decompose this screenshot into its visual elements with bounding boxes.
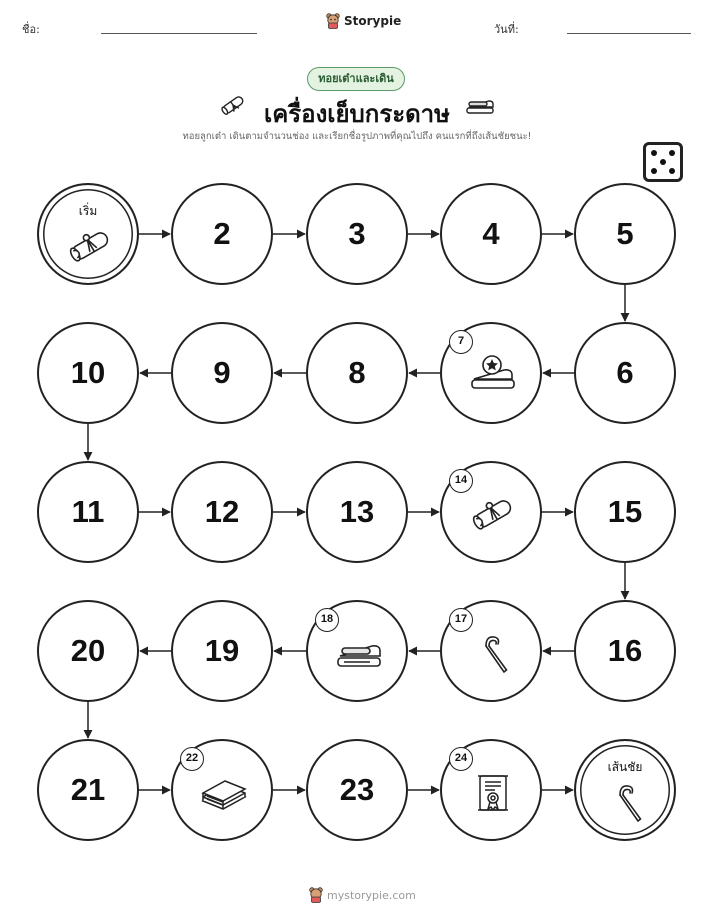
- cell-number: 2: [213, 216, 231, 251]
- board-cell-15[interactable]: [574, 461, 676, 563]
- cell-number: 3: [348, 216, 366, 251]
- hook-staple-remover-icon: [468, 632, 518, 682]
- board-cell-12[interactable]: [171, 461, 273, 563]
- cell-number: 6: [616, 355, 634, 390]
- cell-number: 19: [204, 633, 240, 668]
- cell-number: 16: [607, 633, 643, 668]
- cell-number-badge: 24: [449, 747, 473, 771]
- cell-number: 10: [70, 355, 106, 390]
- board-cell-17[interactable]: [440, 600, 542, 702]
- instructions-text: ทอยลูกเต๋า เดินตามจำนวนช่อง และเรียกชื่อรูปภาพที่คุณไปถึง คนแรกที่ถึงเส้นชัยชนะ!: [182, 131, 532, 142]
- cell-number-badge: 18: [315, 608, 339, 632]
- board-cell-3[interactable]: [306, 183, 408, 285]
- board-cell-4[interactable]: [440, 183, 542, 285]
- finish-label: เส้นชัย: [607, 760, 643, 774]
- board-cell-20[interactable]: [37, 600, 139, 702]
- board-cell-21[interactable]: [37, 739, 139, 841]
- bear-mascot-icon: [309, 887, 323, 903]
- cell-number: 13: [339, 494, 375, 529]
- board-cell-8[interactable]: [306, 322, 408, 424]
- certificate-icon: [468, 771, 518, 821]
- cell-number: 8: [348, 355, 366, 390]
- board-cell-13[interactable]: [306, 461, 408, 563]
- board-cell-19[interactable]: [171, 600, 273, 702]
- brand-name: Storypie: [344, 14, 402, 28]
- board-cell-9[interactable]: [171, 322, 273, 424]
- diploma-scroll-icon: [468, 493, 518, 539]
- board-cell-5[interactable]: [574, 183, 676, 285]
- stapler-star-icon: [468, 354, 518, 398]
- board-cell-10[interactable]: [37, 322, 139, 424]
- cell-number: 21: [70, 772, 106, 807]
- cell-number: 12: [204, 494, 240, 529]
- cell-number: 5: [616, 216, 634, 251]
- board-cell-18[interactable]: [306, 600, 408, 702]
- cell-number-badge: 17: [449, 608, 473, 632]
- name-label: ชื่อ:: [22, 23, 40, 36]
- board-cell-11[interactable]: [37, 461, 139, 563]
- footer-url[interactable]: mystorypie.com: [327, 888, 416, 902]
- board-cell-6[interactable]: [574, 322, 676, 424]
- board-cell-2[interactable]: [171, 183, 273, 285]
- date-label: วันที่:: [494, 23, 519, 36]
- cell-number: 23: [339, 772, 375, 807]
- page-title: เครื่องเย็บกระดาษ: [264, 100, 450, 128]
- board-cell-23[interactable]: [306, 739, 408, 841]
- board-cell-7[interactable]: [440, 322, 542, 424]
- start-label: เริ่ม: [78, 204, 98, 218]
- paper-stack-icon: [199, 771, 249, 815]
- stapler-icon: [334, 632, 384, 676]
- board-cell-finish[interactable]: [574, 739, 676, 841]
- game-type-badge: ทอยเต๋าและเดิน: [307, 67, 405, 91]
- diploma-scroll-icon: [65, 225, 115, 271]
- cell-number: 15: [607, 494, 643, 529]
- cell-number: 20: [70, 633, 106, 668]
- board-cell-22[interactable]: [171, 739, 273, 841]
- cell-number: 9: [213, 355, 231, 390]
- board-cell-24[interactable]: [440, 739, 542, 841]
- board-cell-14[interactable]: [440, 461, 542, 563]
- cell-number-badge: 22: [180, 747, 204, 771]
- footer: [309, 887, 416, 903]
- board-cell-start[interactable]: [37, 183, 139, 285]
- hook-staple-remover-icon: [602, 781, 652, 831]
- cell-number: 4: [482, 216, 500, 251]
- cell-number-badge: 7: [449, 330, 473, 354]
- cell-number-badge: 14: [449, 469, 473, 493]
- board-cell-16[interactable]: [574, 600, 676, 702]
- cell-number: 11: [71, 494, 105, 529]
